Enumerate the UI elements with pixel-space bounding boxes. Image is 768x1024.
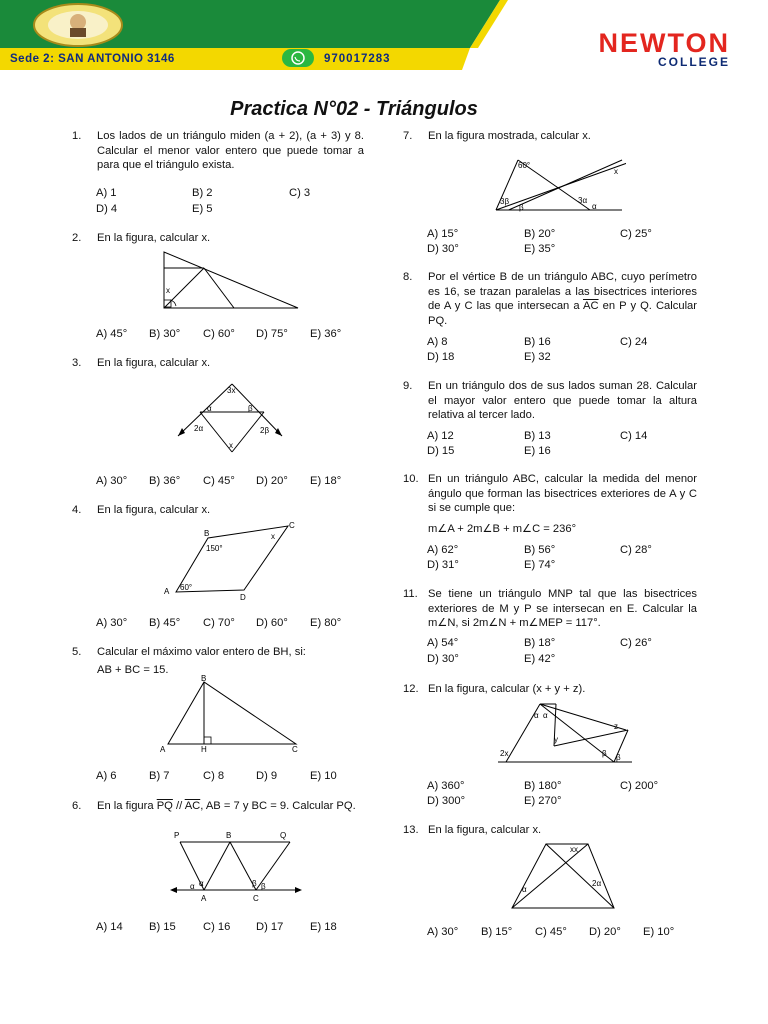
sede-address: Sede 2: SAN ANTONIO 3146 bbox=[10, 53, 175, 65]
question-9 bbox=[403, 379, 697, 423]
option: C) 3 bbox=[289, 187, 311, 199]
brand-name: NEWTON bbox=[598, 28, 730, 58]
question-1 bbox=[72, 129, 364, 173]
figure-label: z bbox=[614, 722, 618, 731]
figure-label: α bbox=[199, 879, 204, 888]
option: A) 30° bbox=[427, 926, 459, 938]
option: A) 12 bbox=[427, 430, 454, 442]
figure-label: β bbox=[261, 882, 266, 891]
question-text: En la figura, calcular x. bbox=[428, 824, 542, 836]
question-number: 10. bbox=[403, 473, 419, 485]
option: A) 14 bbox=[96, 921, 123, 933]
option: B) 15 bbox=[149, 921, 176, 933]
figure-q4 bbox=[160, 518, 300, 602]
question-number: 12. bbox=[403, 683, 419, 695]
figure-label: β bbox=[252, 879, 257, 888]
figure-label: β bbox=[248, 404, 253, 413]
question-number: 5. bbox=[72, 646, 82, 658]
option: B) 2 bbox=[192, 187, 213, 199]
figure-label: B bbox=[201, 674, 207, 683]
figure-label: 150° bbox=[206, 544, 223, 553]
option: A) 6 bbox=[96, 770, 117, 782]
question-text: Se tiene un triángulo MNP tal que las bisectrices exteriores de M y P se intersecan en E. Calcular la m∠N, si 2m∠N + m∠MEP = 117°. bbox=[428, 588, 697, 629]
option: D) 60° bbox=[256, 617, 288, 629]
figure-label: A bbox=[160, 745, 166, 754]
option: E) 10 bbox=[310, 770, 337, 782]
option: B) 30° bbox=[149, 328, 181, 340]
option: A) 62° bbox=[427, 544, 459, 556]
option: D) 31° bbox=[427, 559, 459, 571]
option: B) 180° bbox=[524, 780, 562, 792]
question-formula: AB + BC = 15. bbox=[97, 663, 169, 676]
question-text: En la figura, calcular x. bbox=[97, 232, 211, 244]
whatsapp-icon bbox=[282, 49, 314, 67]
question-11 bbox=[403, 587, 697, 631]
page-title: Practica N°02 - Triángulos bbox=[230, 98, 478, 120]
figure-label: α bbox=[534, 711, 539, 720]
figure-q5 bbox=[156, 672, 306, 756]
option: A) 30° bbox=[96, 475, 128, 487]
segment-ac: $\overline{AC}$ bbox=[583, 300, 599, 312]
question-text: en P y Q. Calcular PQ. bbox=[428, 300, 698, 327]
figure-label: 2β bbox=[260, 426, 270, 435]
figure-label: C bbox=[253, 894, 259, 903]
figure-q12 bbox=[496, 698, 636, 768]
figure-label: 60° bbox=[518, 161, 531, 170]
question-13 bbox=[403, 823, 697, 838]
header-banner bbox=[0, 0, 768, 75]
figure-label: 60° bbox=[180, 583, 193, 592]
option: E) 74° bbox=[524, 559, 556, 571]
option: C) 28° bbox=[620, 544, 652, 556]
figure-label: xx bbox=[570, 845, 578, 854]
option: B) 15° bbox=[481, 926, 513, 938]
question-number: 2. bbox=[72, 232, 82, 244]
option: E) 16 bbox=[524, 445, 551, 457]
option: E) 32 bbox=[524, 351, 551, 363]
phone-number: 970017283 bbox=[324, 53, 391, 65]
question-text: // bbox=[172, 800, 185, 812]
option: B) 45° bbox=[149, 617, 181, 629]
figure-label: P bbox=[174, 831, 180, 840]
option: E) 270° bbox=[524, 795, 562, 807]
figure-label: x bbox=[614, 167, 618, 176]
option: D) 4 bbox=[96, 203, 118, 215]
option: C) 45° bbox=[203, 475, 235, 487]
figure-label: A bbox=[201, 894, 207, 903]
question-text: En un triángulo dos de sus lados suman 28. Calcular el mayor valor entero que puede tomar la altura relativa al tercer lado. bbox=[428, 380, 697, 421]
figure-label: C bbox=[289, 521, 295, 530]
figure-label: Q bbox=[280, 831, 287, 840]
option: A) 54° bbox=[427, 637, 459, 649]
question-number: 4. bbox=[72, 504, 82, 516]
option: E) 80° bbox=[310, 617, 342, 629]
option: E) 36° bbox=[310, 328, 342, 340]
option: A) 8 bbox=[427, 336, 448, 348]
option: B) 20° bbox=[524, 228, 556, 240]
option: C) 45° bbox=[535, 926, 567, 938]
question-text: , AB = 7 y BC = 9. Calcular PQ. bbox=[200, 800, 356, 812]
option: A) 15° bbox=[427, 228, 459, 240]
option: E) 5 bbox=[192, 203, 213, 215]
figure-label: 3β bbox=[500, 197, 510, 206]
option: A) 360° bbox=[427, 780, 465, 792]
option: B) 56° bbox=[524, 544, 556, 556]
option: C) 70° bbox=[203, 617, 235, 629]
question-number: 11. bbox=[403, 588, 418, 600]
question-8 bbox=[403, 270, 697, 328]
figure-label: β bbox=[519, 203, 524, 212]
question-number: 1. bbox=[72, 130, 82, 142]
option: D) 9 bbox=[256, 770, 278, 782]
question-number: 8. bbox=[403, 271, 413, 283]
option: E) 18 bbox=[310, 921, 337, 933]
option: D) 75° bbox=[256, 328, 288, 340]
figure-label: α bbox=[522, 885, 527, 894]
figure-label: H bbox=[201, 745, 207, 754]
option: A) 1 bbox=[96, 187, 117, 199]
figure-label: α bbox=[543, 711, 548, 720]
question-number: 3. bbox=[72, 357, 82, 369]
question-text: En la figura bbox=[97, 800, 157, 812]
question-4 bbox=[72, 503, 364, 518]
figure-q13 bbox=[506, 840, 620, 914]
option: B) 16 bbox=[524, 336, 551, 348]
question-3 bbox=[72, 356, 364, 371]
figure-label: 2α bbox=[592, 879, 602, 888]
question-2 bbox=[72, 231, 364, 246]
option: D) 17 bbox=[256, 921, 284, 933]
figure-label: α bbox=[190, 882, 195, 891]
figure-label: y bbox=[554, 735, 558, 744]
figure-label: 2x bbox=[500, 749, 509, 758]
option: B) 13 bbox=[524, 430, 551, 442]
option: D) 30° bbox=[427, 243, 459, 255]
question-text: En un triángulo ABC, calcular la medida del menor ángulo que forman las bisectrices exteriores de A y C si se cumple que: bbox=[428, 473, 697, 514]
option: E) 18° bbox=[310, 475, 342, 487]
figure-label: x bbox=[271, 532, 275, 541]
question-text: En la figura, calcular (x + y + z). bbox=[428, 683, 586, 695]
option: C) 14 bbox=[620, 430, 648, 442]
figure-label: D bbox=[240, 593, 246, 602]
figure-label: 3x bbox=[227, 386, 236, 395]
figure-label: α bbox=[592, 202, 597, 211]
figure-label: B bbox=[204, 529, 210, 538]
figure-q2 bbox=[160, 248, 302, 312]
figure-label: C bbox=[292, 745, 298, 754]
question-text: En la figura mostrada, calcular x. bbox=[428, 130, 591, 142]
option: B) 36° bbox=[149, 475, 181, 487]
figure-label: A bbox=[164, 587, 170, 596]
figure-label: 2α bbox=[194, 424, 204, 433]
option: E) 35° bbox=[524, 243, 556, 255]
question-text: Los lados de un triángulo miden (a + 2), (a + 3) y 8. Calcular el menor valor entero que puede tomar a para que el triángulo exista. bbox=[97, 130, 364, 171]
figure-label: β bbox=[602, 749, 607, 758]
figure-label: β bbox=[616, 753, 621, 762]
option: D) 20° bbox=[589, 926, 621, 938]
option: A) 45° bbox=[96, 328, 128, 340]
figure-label: B bbox=[226, 831, 232, 840]
segment-pq: $\overline{PQ}$ bbox=[156, 800, 173, 812]
figure-q3 bbox=[170, 380, 290, 456]
option: C) 16 bbox=[203, 921, 231, 933]
question-text: Calcular el máximo valor entero de BH, si: bbox=[97, 646, 306, 658]
brand-subtitle: COLLEGE bbox=[657, 55, 730, 69]
figure-q7 bbox=[490, 152, 626, 218]
option: D) 300° bbox=[427, 795, 466, 807]
option: C) 60° bbox=[203, 328, 235, 340]
question-text: Por el vértice B de un triángulo ABC, cuyo perímetro es 16, se trazan paralelas a las bisectrices interiores de A y C las que intersecan a bbox=[428, 271, 697, 312]
option: D) 15 bbox=[427, 445, 455, 457]
option: D) 20° bbox=[256, 475, 288, 487]
option: C) 24 bbox=[620, 336, 648, 348]
college-logo bbox=[30, 2, 126, 48]
option: B) 18° bbox=[524, 637, 556, 649]
option: C) 25° bbox=[620, 228, 652, 240]
figure-q6 bbox=[168, 828, 304, 908]
figure-label: α bbox=[207, 404, 212, 413]
option: C) 200° bbox=[620, 780, 659, 792]
question-12 bbox=[403, 682, 697, 697]
option: E) 10° bbox=[643, 926, 675, 938]
question-number: 7. bbox=[403, 130, 413, 142]
question-text: En la figura, calcular x. bbox=[97, 504, 211, 516]
question-number: 13. bbox=[403, 824, 419, 836]
question-number: 9. bbox=[403, 380, 413, 392]
question-number: 6. bbox=[72, 800, 82, 812]
question-7 bbox=[403, 129, 697, 144]
option: C) 26° bbox=[620, 637, 652, 649]
question-6 bbox=[72, 799, 364, 814]
figure-label: 3α bbox=[578, 196, 588, 205]
figure-label: x bbox=[166, 286, 170, 295]
segment-ac: $\overline{AC}$ bbox=[184, 800, 201, 812]
question-10 bbox=[403, 472, 697, 536]
figure-label: x bbox=[229, 441, 233, 450]
option: B) 7 bbox=[149, 770, 170, 782]
question-formula: m∠A + 2m∠B + m∠C = 236° bbox=[428, 522, 577, 535]
option: D) 30° bbox=[427, 653, 459, 665]
question-text: En la figura, calcular x. bbox=[97, 357, 211, 369]
option: E) 42° bbox=[524, 653, 556, 665]
option: C) 8 bbox=[203, 770, 225, 782]
option: A) 30° bbox=[96, 617, 128, 629]
option: D) 18 bbox=[427, 351, 455, 363]
